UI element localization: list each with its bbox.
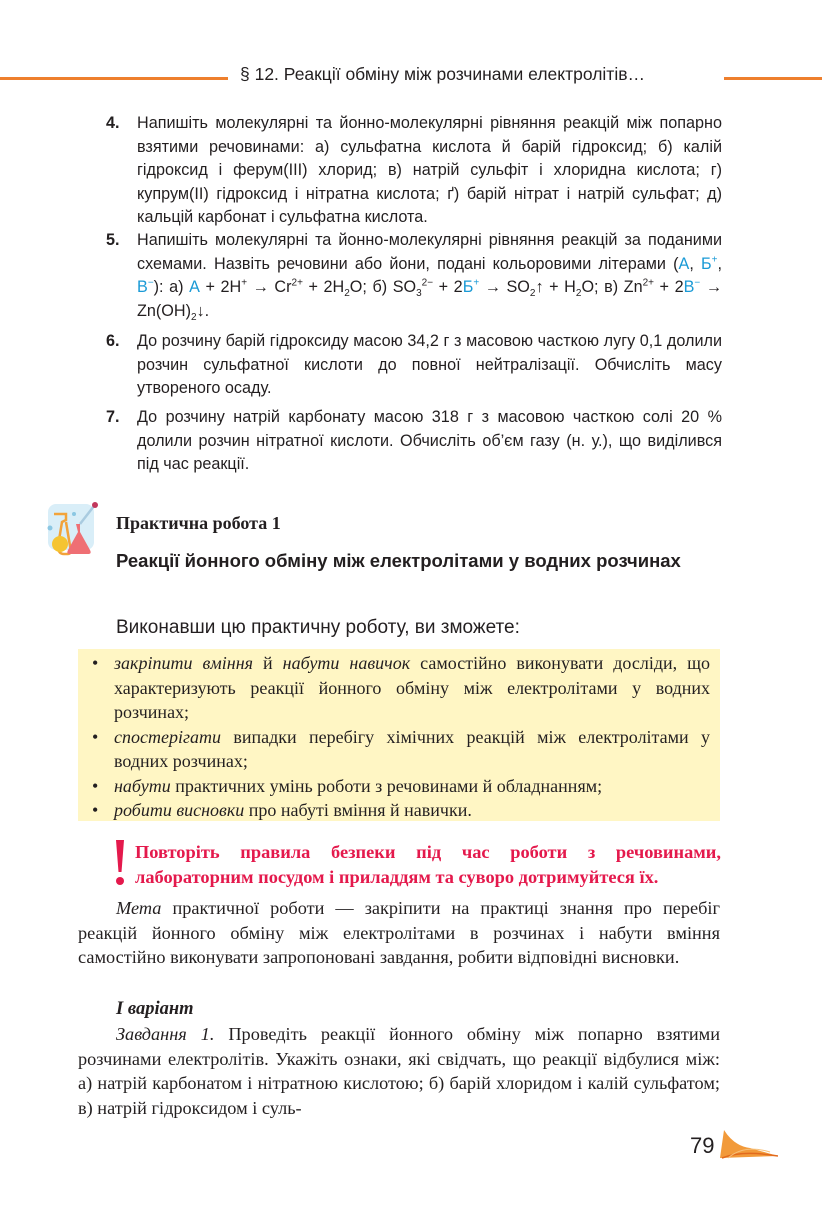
task-paragraph: Завдання 1. Проведіть реакції йонного обміну між попарно взятими розчинами електролітів. Укажіть ознаки, які свідчать, що реакції відбулися між: а) натрій карбонатом і нітратною кислотою; б) барій хлоридом і калій сульфатом; в) натрій гідроксидом і суль- <box>78 1024 720 1118</box>
question-5 <box>106 229 722 323</box>
question-number: 5. <box>106 231 120 249</box>
header-rule-right <box>724 77 822 80</box>
equation-a: а) $А + 2H^+ \to Cr^{2+} + 2H_2O$; <box>169 277 367 300</box>
practical-work-intro: Виконавши цю практичну роботу, ви зможете: <box>116 617 520 638</box>
page-header-title: § 12. Реакції обміну між розчинами електролітів… <box>240 64 646 84</box>
question-number: 4. <box>106 114 120 132</box>
question-7 <box>106 406 722 477</box>
question-text: Напишіть молекулярні та йонно-молекулярні рівняння реакцій за поданими схемами. Назвіть речовини або йони, подані кольоровими літерами (А, Б+, В−): а) $А + 2H^+ \to Cr^{2+} + 2H_2O$; б) $SO_3^{2-} + 2Б^+$ → $SO_2↑ + H_2O$; в) $Zn^{2+} + 2В^-$ → $Zn(OH)_2↓$. <box>137 231 723 323</box>
goal-item: • робити висновки про набуті вміння й навички. <box>114 798 710 823</box>
page-corner-decoration <box>720 1128 778 1162</box>
goal-item: • спостерігати випадки перебігу хімічних реакцій між електролітами у водних розчинах; <box>114 725 710 774</box>
equation-b: б) $SO_3^{2-} + 2Б^+$ → $SO_2↑ + H_2O$; <box>372 277 599 300</box>
goal-item: • закріпити вміння й набути навичок самостійно виконувати досліди, що характеризують реакції йонного обміну між електролітами у водних розчинах; <box>114 651 710 725</box>
goal-item: • набути практичних умінь роботи з речовинами й обладнанням; <box>114 774 710 799</box>
question-text: До розчину барій гідроксиду масою 34,2 г з масовою часткою лугу 0,1 долили розчин сульфатної кислоти до повної нейтралізації. Обчисліть масу утвореного осаду. <box>137 332 722 397</box>
question-6 <box>106 330 722 401</box>
question-text: Напишіть молекулярні та йонно-молекулярні рівняння реакцій між попарно взятими речовинами: а) сульфатна кислота й барій гідроксид; б) калій гідроксид і ферум(ІІІ) хлорид; в) натрій сульфіт і хлоридна кислота; г) купрум(ІІ) гідроксид і нітратна кислота; ґ) барій нітрат і натрій сульфат; д) кальцій карбонат і сульфатна кислота. <box>137 114 722 226</box>
letter-a: А <box>678 254 690 273</box>
question-number: 7. <box>106 408 120 426</box>
question-intro: Напишіть молекулярні та йонно-молекулярні рівняння реакцій за поданими схемами. Назвіть речовини або йони, подані кольоровими літерами ( <box>137 231 722 273</box>
page-number: 79 <box>690 1133 715 1158</box>
variant-heading: І варіант <box>116 999 194 1019</box>
exclamation-icon <box>112 838 128 888</box>
question-4 <box>106 112 722 230</box>
letter-v: В− <box>137 277 154 296</box>
equation-c: в) $Zn^{2+} + 2В^-$ → $Zn(OH)_2↓$. <box>137 277 723 323</box>
letter-b: Б+ <box>701 254 718 273</box>
question-number: 6. <box>106 332 120 350</box>
practical-work-title: Реакції йонного обміну між електролітами у водних розчинах <box>116 550 681 571</box>
header-rule-left <box>0 77 228 80</box>
safety-warning: Повторіть правила безпеки під час роботи з речовинами, лабораторним посудом і приладдям та суворо дотримуйтеся їх. <box>135 842 721 887</box>
practical-work-label: Практична робота 1 <box>116 513 281 533</box>
chemistry-flasks-icon <box>44 500 100 558</box>
question-text: До розчину натрій карбонату масою 318 г з масовою часткою солі 20 % долили розчин нітратної кислоти. Обчисліть об’єм газу (н. у.), що виділився під час реакції. <box>137 408 722 473</box>
goals-box <box>78 649 720 821</box>
aim-paragraph: Мета практичної роботи — закріпити на практиці знання про перебіг реакцій йонного обміну між електролітами в розчинах і набути вміння самостійно виконувати запропоновані завдання, робити відповідні висновки. <box>78 898 720 967</box>
